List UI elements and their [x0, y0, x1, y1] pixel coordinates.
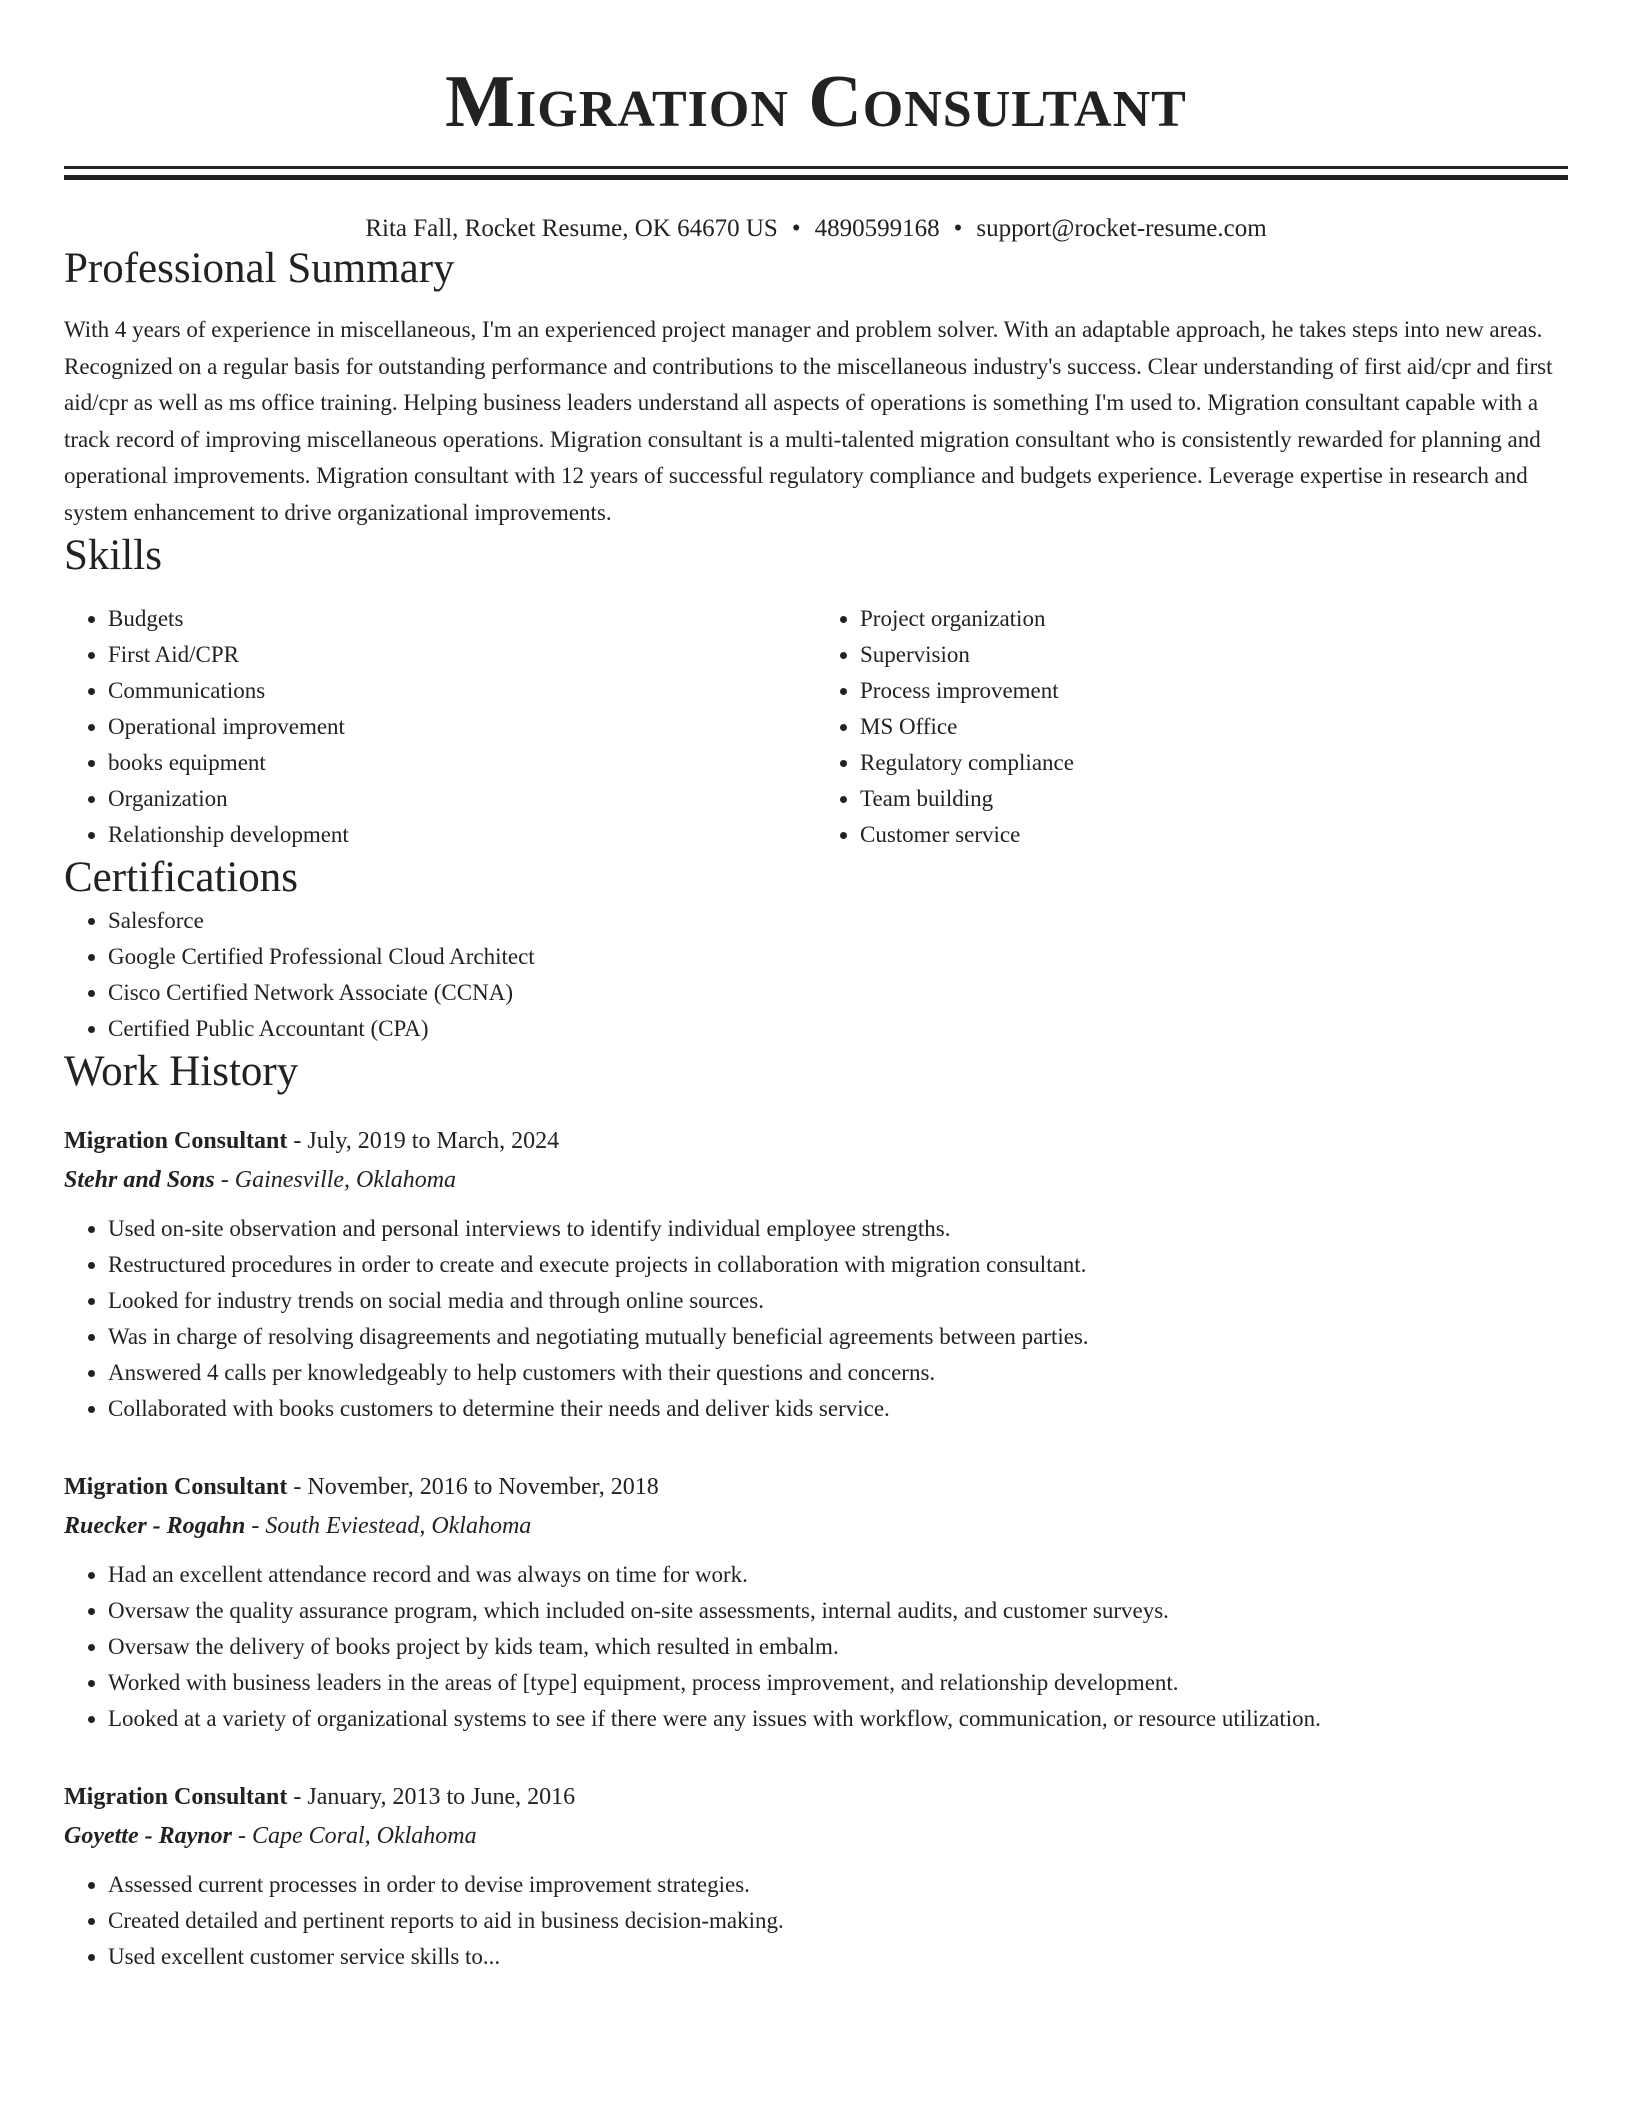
job-bullet: • Oversaw the delivery of books project by kids team, which resulted in embalm.	[108, 1629, 1568, 1665]
certification-item: • Cisco Certified Network Associate (CCNA)	[108, 975, 1568, 1011]
job-dates: November, 2016 to November, 2018	[307, 1474, 659, 1500]
job-title: Migration Consultant	[64, 1784, 288, 1810]
skill-item: • Relationship development	[108, 817, 816, 853]
job-dates: July, 2019 to March, 2024	[307, 1128, 560, 1154]
skill-item: • Regulatory compliance	[860, 745, 1568, 781]
skills-right-list	[816, 601, 1568, 853]
job-dash: -	[293, 1128, 302, 1154]
job-title-line	[64, 1467, 1568, 1507]
resume-page	[64, 0, 1568, 1975]
skill-item: • Budgets	[108, 601, 816, 637]
skill-item: • First Aid/CPR	[108, 637, 816, 673]
job-dash: -	[237, 1823, 246, 1849]
job-dash: -	[293, 1784, 302, 1810]
employer-line	[64, 1507, 1568, 1545]
job-bullet: • Used on-site observation and personal interviews to identify individual employee strengths.	[108, 1211, 1568, 1247]
employer-name: Ruecker - Rogahn	[64, 1513, 246, 1539]
job-title-line	[64, 1777, 1568, 1817]
employer-location: South Eviestead, Oklahoma	[265, 1513, 532, 1539]
job-entry	[64, 1121, 1568, 1427]
job-entry	[64, 1777, 1568, 1975]
job-entry	[64, 1467, 1568, 1737]
job-bullet: • Assessed current processes in order to devise improvement strategies.	[108, 1867, 1568, 1903]
title-divider-thick	[64, 175, 1568, 180]
contact-address: Rita Fall, Rocket Resume, OK 64670 US	[365, 215, 778, 242]
job-bullet: • Looked for industry trends on social media and through online sources.	[108, 1283, 1568, 1319]
skills-left-list	[64, 601, 816, 853]
work-history-heading: Work History	[64, 1048, 299, 1095]
skill-item: • books equipment	[108, 745, 816, 781]
certifications-list	[64, 903, 1568, 1047]
employer-location: Cape Coral, Oklahoma	[251, 1823, 477, 1849]
title-divider-thin	[64, 166, 1568, 169]
job-bullet: • Answered 4 calls per knowledgeably to help customers with their questions and concerns.	[108, 1355, 1568, 1391]
job-dash: -	[220, 1167, 229, 1193]
contact-line	[64, 214, 1568, 244]
skill-item: • Process improvement	[860, 673, 1568, 709]
employer-location: Gainesville, Oklahoma	[234, 1167, 457, 1193]
certification-item: • Google Certified Professional Cloud Architect	[108, 939, 1568, 975]
skills-columns	[64, 601, 1568, 853]
contact-separator: •	[791, 215, 801, 242]
summary-heading: Professional Summary	[64, 245, 455, 292]
contact-email: support@rocket-resume.com	[976, 215, 1267, 242]
job-title: Migration Consultant	[64, 1128, 288, 1154]
job-bullets	[64, 1867, 1568, 1975]
skill-item: • Supervision	[860, 637, 1568, 673]
job-bullets	[64, 1211, 1568, 1427]
employer-name: Stehr and Sons	[64, 1167, 215, 1193]
certification-item: • Salesforce	[108, 903, 1568, 939]
skill-item: • Operational improvement	[108, 709, 816, 745]
job-bullet: • Restructured procedures in order to create and execute projects in collaboration with migration consultant.	[108, 1247, 1568, 1283]
job-bullets	[64, 1557, 1568, 1737]
skill-item: • Organization	[108, 781, 816, 817]
job-bullet: • Was in charge of resolving disagreements and negotiating mutually beneficial agreements between parties.	[108, 1319, 1568, 1355]
job-bullet: • Created detailed and pertinent reports to aid in business decision-making.	[108, 1903, 1568, 1939]
job-bullet: • Oversaw the quality assurance program, which included on-site assessments, internal audits, and customer surveys.	[108, 1593, 1568, 1629]
skill-item: • Project organization	[860, 601, 1568, 637]
contact-phone: 4890599168	[814, 215, 940, 242]
job-bullet: • Used excellent customer service skills to...	[108, 1939, 1568, 1975]
skill-item: • Team building	[860, 781, 1568, 817]
skill-item: • Communications	[108, 673, 816, 709]
job-bullet: • Collaborated with books customers to determine their needs and deliver kids service.	[108, 1391, 1568, 1427]
job-title-line	[64, 1121, 1568, 1161]
job-bullet: • Looked at a variety of organizational systems to see if there were any issues with workflow, communication, or resource utilization.	[108, 1701, 1568, 1737]
job-bullet: • Had an excellent attendance record and was always on time for work.	[108, 1557, 1568, 1593]
skills-heading: Skills	[64, 532, 162, 579]
resume-title: Migration Consultant	[445, 61, 1187, 143]
skill-item: • MS Office	[860, 709, 1568, 745]
summary-text: With 4 years of experience in miscellaneous, I'm an experienced project manager and problem solver. With an adaptable approach, he takes steps into new areas. Recognized on a regular basis for outstanding performance and contributions to the miscellaneous industry's success. Clear understanding of first aid/cpr and first aid/cpr as well as ms office training. Helping business leaders understand all aspects of operations is something I'm used to. Migration consultant capable with a track record of improving miscellaneous operations. Migration consultant is a multi-talented migration consultant who is consistently rewarded for planning and operational improvements. Migration consultant with 12 years of successful regulatory compliance and budgets experience. Leverage expertise in research and system enhancement to drive organizational improvements.	[64, 317, 1553, 525]
employer-name: Goyette - Raynor	[64, 1823, 232, 1849]
skill-item: • Customer service	[860, 817, 1568, 853]
job-dash: -	[293, 1474, 302, 1500]
employer-line	[64, 1161, 1568, 1199]
contact-separator: •	[953, 215, 963, 242]
job-dash: -	[251, 1513, 260, 1539]
job-title: Migration Consultant	[64, 1474, 288, 1500]
job-bullet: • Worked with business leaders in the areas of [type] equipment, process improvement, and relationship development.	[108, 1665, 1568, 1701]
certification-item: • Certified Public Accountant (CPA)	[108, 1011, 1568, 1047]
employer-line	[64, 1817, 1568, 1855]
job-dates: January, 2013 to June, 2016	[307, 1784, 576, 1810]
certifications-heading: Certifications	[64, 854, 299, 901]
